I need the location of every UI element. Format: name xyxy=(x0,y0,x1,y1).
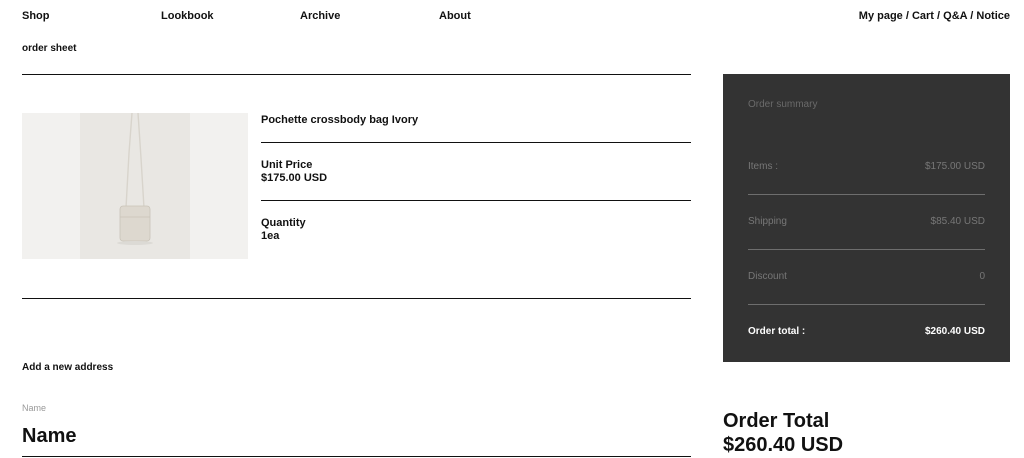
shipping-value: $85.40 USD xyxy=(930,216,985,227)
top-nav xyxy=(0,10,1024,24)
items-value: $175.00 USD xyxy=(924,161,985,172)
nav-notice[interactable]: Notice xyxy=(976,10,1010,22)
crossbody-bag-icon xyxy=(22,113,248,259)
nav-cart[interactable]: Cart xyxy=(911,10,934,22)
order-summary-title: Order summary xyxy=(748,99,818,110)
add-address-heading: Add a new address xyxy=(22,362,114,373)
name-input-underline xyxy=(22,456,691,457)
product-image[interactable] xyxy=(22,113,248,259)
order-total-amount: $260.40 USD xyxy=(723,434,844,456)
summary-divider xyxy=(748,194,985,195)
unit-price-value: $175.00 USD xyxy=(261,172,328,184)
nav-separator: / xyxy=(902,10,912,22)
items-label: Items : xyxy=(748,161,779,172)
divider xyxy=(261,142,691,143)
page-title: order sheet xyxy=(22,43,77,54)
shipping-label: Shipping xyxy=(748,216,787,227)
quantity-value: 1ea xyxy=(261,230,280,242)
nav-archive[interactable]: Archive xyxy=(300,10,341,22)
nav-qna[interactable]: Q&A xyxy=(943,10,968,22)
nav-separator: / xyxy=(933,10,944,22)
summary-row-shipping xyxy=(748,216,985,228)
divider xyxy=(22,298,691,299)
quantity-label: Quantity xyxy=(261,217,306,229)
discount-label: Discount xyxy=(748,271,787,282)
name-input[interactable] xyxy=(22,421,691,451)
order-total-block xyxy=(723,409,843,457)
nav-lookbook[interactable]: Lookbook xyxy=(161,10,214,22)
order-total-heading: Order Total xyxy=(723,410,830,432)
product-name: Pochette crossbody bag Ivory xyxy=(261,114,419,126)
summary-row-total xyxy=(748,326,985,338)
summary-divider xyxy=(748,249,985,250)
nav-my-page[interactable]: My page xyxy=(858,10,903,22)
summary-row-items xyxy=(748,161,985,173)
nav-about[interactable]: About xyxy=(439,10,471,22)
nav-separator: / xyxy=(967,10,977,22)
unit-price-label: Unit Price xyxy=(261,159,313,171)
summary-row-discount xyxy=(748,271,985,283)
divider xyxy=(261,200,691,201)
nav-utility-links xyxy=(859,10,1010,22)
nav-shop[interactable]: Shop xyxy=(22,10,50,22)
divider xyxy=(22,74,691,75)
order-summary-panel xyxy=(723,74,1010,362)
summary-divider xyxy=(748,304,985,305)
discount-value: 0 xyxy=(979,271,985,282)
name-field-label: Name xyxy=(22,403,47,413)
order-total-value: $260.40 USD xyxy=(924,326,985,337)
order-total-label: Order total : xyxy=(748,326,806,337)
